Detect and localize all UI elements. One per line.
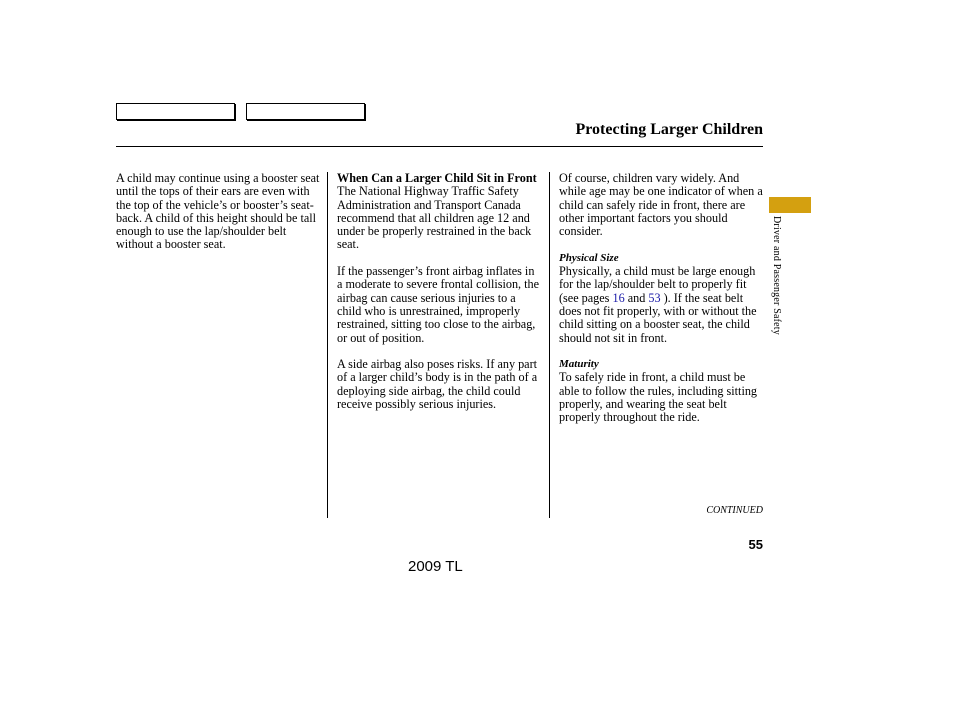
- section-tab: [769, 197, 811, 213]
- model-label: 2009 TL: [408, 558, 463, 575]
- subheading-physical-size: Physical Size: [559, 251, 619, 264]
- subheading-maturity: Maturity: [559, 358, 599, 371]
- page-title: Protecting Larger Children: [575, 121, 763, 138]
- paragraph: A child may continue using a booster seat until the tops of their ears are even with the top of the vehicle’s or booster’s seat-back. A child of this height should be tall enough to use the lap/shoulder belt without a booster seat.: [116, 171, 320, 252]
- column-2: [337, 172, 542, 411]
- nav-button-2[interactable]: [246, 103, 365, 120]
- text-span: ). If the seat belt does not fit properly, with or without the child sitting on a booster seat, the child should not sit in front.: [559, 290, 757, 345]
- column-1: [116, 172, 321, 252]
- column-divider: [327, 172, 328, 518]
- nav-button-1[interactable]: [116, 103, 235, 120]
- paragraph: [559, 265, 765, 345]
- section-side-label: Driver and Passenger Safety: [771, 216, 782, 335]
- text-span: and: [624, 290, 649, 305]
- paragraph: Of course, children vary widely. And while age may be one indicator of when a child can safely ride in front, there are other important factors you should consider.: [559, 171, 763, 239]
- page-link-53[interactable]: 53: [648, 290, 661, 305]
- page-number: 55: [748, 537, 763, 552]
- column-3: [559, 172, 765, 425]
- paragraph: The National Highway Traffic Safety Administration and Transport Canada recommend that all children age 12 and under be properly restrained in the back seat.: [337, 184, 532, 252]
- continued-label: CONTINUED: [706, 505, 763, 516]
- paragraph: A side airbag also poses risks. If any part of a larger child’s body is in the path of a deploying side airbag, the child could receive possibly serious injuries.: [337, 357, 538, 412]
- page-link-16[interactable]: 16: [612, 290, 625, 305]
- paragraph: To safely ride in front, a child must be able to follow the rules, including sitting properly, and wearing the seat belt properly throughout the ride.: [559, 370, 758, 425]
- column-divider: [549, 172, 550, 518]
- text-span: Physically, a child must be large enough for the lap/shoulder belt to properly fit (see pages: [559, 264, 756, 305]
- section-heading: When Can a Larger Child Sit in Front: [337, 171, 537, 185]
- paragraph: If the passenger’s front airbag inflates in a moderate to severe frontal collision, the airbag can cause serious injuries to a child who is unrestrained, improperly restrained, sitting too close to the airbag, or out of position.: [337, 264, 540, 345]
- title-rule: [116, 146, 763, 147]
